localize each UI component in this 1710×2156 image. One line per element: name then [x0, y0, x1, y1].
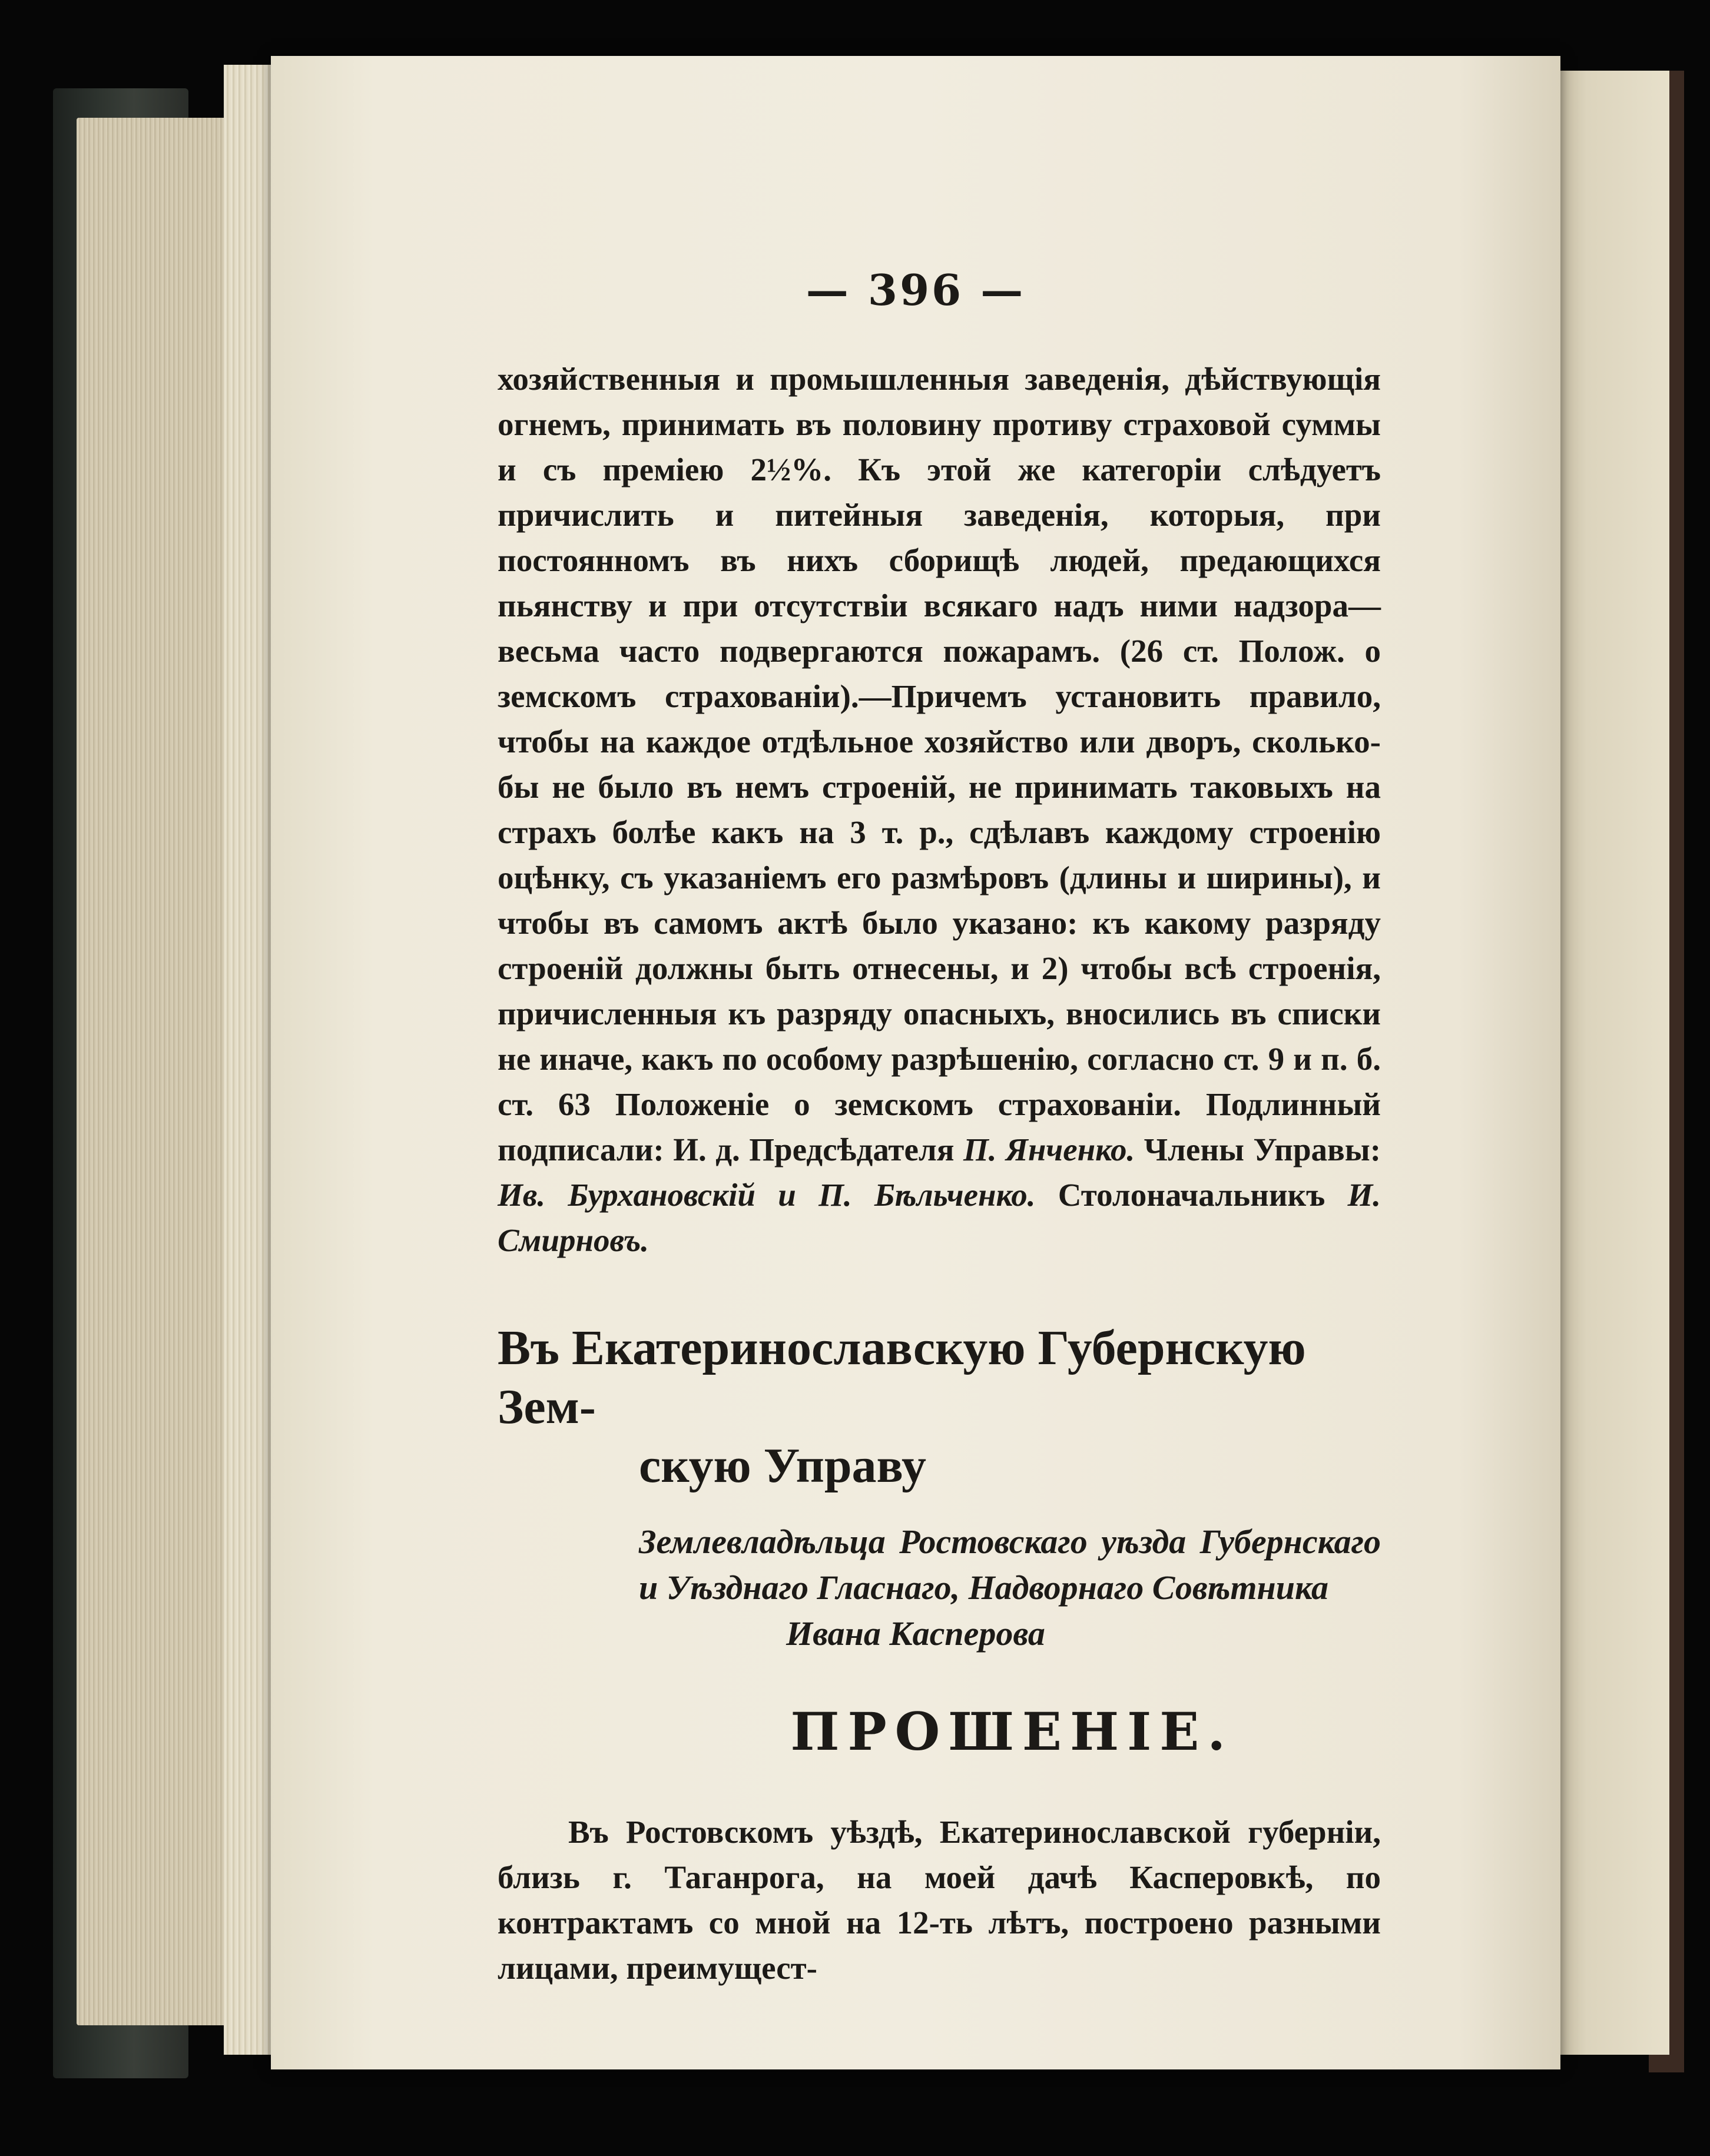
body-paragraph: [498, 356, 1381, 1263]
clerk-label: Столоначальникъ: [1058, 1177, 1325, 1213]
member-name: П. Бѣльченко.: [818, 1177, 1036, 1213]
clerk-name: И. Смирновъ.: [498, 1177, 1381, 1258]
next-page-sliver: [1552, 71, 1669, 2055]
addressee-heading: [498, 1319, 1381, 1495]
heading-line: скую Управу: [639, 1438, 927, 1493]
page-number: — 396 —: [806, 265, 1026, 315]
petitioner-block: [498, 1519, 1381, 1657]
petitioner-name: Ивана Касперова: [786, 1614, 1045, 1653]
members-label: Члены Управы:: [1144, 1132, 1381, 1167]
member-name: Ив. Бурхановскій: [498, 1177, 755, 1213]
document-title: ПРОШЕНІЕ.: [790, 1701, 1234, 1762]
conjunction: и: [778, 1177, 796, 1213]
petitioner-title: Землевладѣльца Ростовскаго уѣзда Губернскаго и Уѣзднаго Гласнаго, Надворнаго Совѣтника: [639, 1523, 1381, 1607]
page-text: [498, 265, 1381, 1991]
heading-line: Въ Екатеринославскую Губернскую Зем-: [498, 1321, 1306, 1434]
chair-name: П. Янченко.: [963, 1132, 1135, 1167]
paragraph-text: хозяйственныя и промышленныя заведенія, дѣйствующія огнемъ, принимать въ половину противу страховой суммы и съ преміею 2½%. Къ этой же категоріи слѣдуетъ причислить и питейныя заведенія, которыя, при постоянномъ въ нихъ сборищѣ людей, предающихся пьянству и при отсутствіи всякаго надъ ними надзора—весьма часто подвергаются пожарамъ. (26 ст. Полож. о земскомъ страхованіи).—Причемъ установить правило, чтобы на каждое отдѣльное хозяйство или дворъ, сколько-бы не было въ немъ строеній, не принимать таковыхъ на страхъ болѣе какъ на 3 т. р., сдѣлавъ каждому строенію оцѣнку, съ указаніемъ его размѣровъ (длины и ширины), и чтобы въ самомъ актѣ было указано: къ какому разряду строеній должны быть отнесены, и 2) чтобы всѣ строенія, причисленныя къ разряду опасныхъ, вносились въ списки не иначе, какъ по особому разрѣшенію, согласно ст. 9 и п. б. ст. 63 Положеніе о земскомъ страхованіи. Подлинный подписали: И. д. Предсѣдателя: [498, 361, 1381, 1167]
petition-paragraph: Въ Ростовскомъ уѣздѣ, Екатеринославской губерніи, близь г. Таганрога, на моей дачѣ Касперовкѣ, по контрактамъ со мной на 12-ть лѣтъ, построено разными лицами, преимущест-: [498, 1814, 1381, 1986]
